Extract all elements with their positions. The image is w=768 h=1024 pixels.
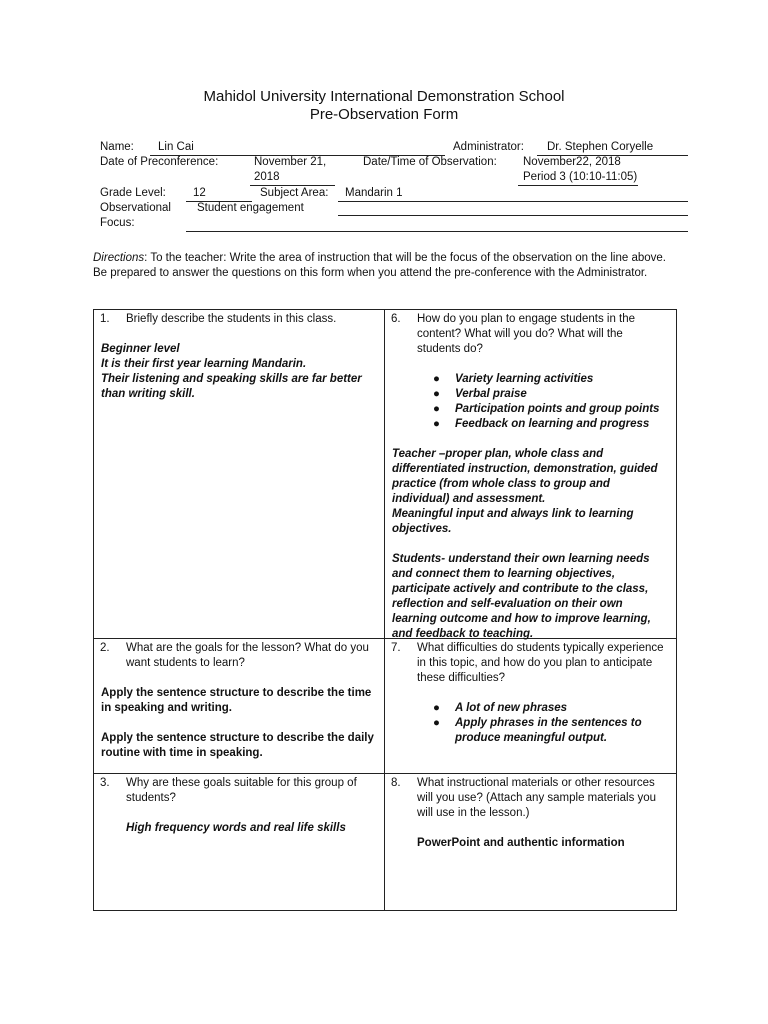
form-title: Pre-Observation Form [309,106,459,123]
directions-body: : To the teacher: Write the area of instruction that will be the focus of the observation on the line above. Be prepared to answer the questions on this form when you attend the pre-conference with the Administrator. [93,252,666,279]
administrator-label: Administrator: [453,141,524,153]
school-name: Mahidol University International Demonstration School [203,88,565,105]
column-divider [384,310,385,910]
subject-line [338,201,688,202]
directions-lead: Directions [93,252,145,264]
directions-text [93,251,683,281]
question-2-answer-1: Apply the sentence structure to describe the time in speaking and writing. [101,687,372,714]
question-3-answer: High frequency words and real life skills [126,822,346,834]
question-6-bullets [387,372,669,432]
list-item: ● Apply phrases in the sentences to produce meaningful output. [433,717,642,744]
grade-value: 12 [193,187,206,199]
question-6-number: 6. [391,313,401,325]
administrator-value: Dr. Stephen Coryelle [547,141,654,153]
row-divider-2 [94,773,676,774]
bullet-icon: ● [433,418,440,430]
observation-value-1: November22, 2018 [523,156,621,168]
question-2-text: What are the goals for the lesson? What do you want students to learn? [126,642,369,669]
question-1-answer-3: Their listening and speaking skills are far better than writing skill. [101,373,362,400]
focus-label-1: Observational [100,202,171,214]
question-3-text: Why are these goals suitable for this group of students? [126,777,357,804]
question-1-cell [96,312,378,402]
question-6-text: How do you plan to engage students in the content? What will you do? What will the students do? [417,313,636,355]
question-8-number: 8. [391,777,401,789]
bullet-icon: ● [433,717,440,729]
question-1-answer-2: It is their first year learning Mandarin. [101,358,307,370]
question-7-cell [387,641,669,746]
observation-line [518,185,638,186]
bullet-icon: ● [433,373,440,385]
question-7-number: 7. [391,642,401,654]
list-item: ● Variety learning activities [433,373,594,385]
question-2-answer-2: Apply the sentence structure to describe the daily routine with time in speaking. [101,732,374,759]
question-6-paragraph-2: Meaningful input and always link to learning objectives. [392,508,634,535]
question-8-cell [387,776,669,851]
question-1-text: Briefly describe the students in this class. [126,313,337,325]
name-value: Lin Cai [158,141,194,153]
question-6-paragraph-3: Students- understand their own learning needs and connect them to learning objectives, participate actively and contribute to the class, reflection and self-evaluation on their own learning outcome and how to improve learning, and feedback to teaching. [392,553,651,640]
question-6-cell [387,312,669,642]
list-item: ● A lot of new phrases [433,702,568,714]
name-label: Name: [100,141,134,153]
question-3-cell [96,776,378,836]
bullet-icon: ● [433,403,440,415]
questions-table [93,309,677,911]
question-2-number: 2. [100,642,110,654]
preconference-value-1: November 21, [254,156,327,168]
focus-label-2: Focus: [100,217,135,229]
list-item: ● Verbal praise [433,388,527,400]
bullet-icon: ● [433,702,440,714]
question-8-answer: PowerPoint and authentic information [417,837,625,849]
bullet-icon: ● [433,388,440,400]
question-1-answer-1: Beginner level [101,343,180,355]
question-6-paragraph-1: Teacher –proper plan, whole class and differentiated instruction, demonstration, guided practice (from whole class to group and individual) and assessment. [392,448,658,505]
subject-label: Subject Area: [260,187,329,199]
focus-line-2 [186,231,688,232]
question-2-cell [96,641,378,761]
list-item: ● Participation points and group points [433,403,660,415]
question-3-number: 3. [100,777,110,789]
preconference-line [250,185,335,186]
list-item: ● Feedback on learning and progress [433,418,650,430]
focus-line-1 [338,215,688,216]
preconference-value-2: 2018 [254,171,280,183]
observation-label: Date/Time of Observation: [363,156,497,168]
question-1-number: 1. [100,313,110,325]
grade-label: Grade Level: [100,187,166,199]
question-7-text: What difficulties do students typically experience in this topic, and how do you plan to anticipate these difficulties? [417,642,664,684]
observation-value-2: Period 3 (10:10-11:05) [523,171,638,183]
preconference-label: Date of Preconference: [100,156,219,168]
question-7-bullets [387,701,669,746]
focus-value: Student engagement [197,202,304,214]
subject-value: Mandarin 1 [345,187,403,199]
question-8-text: What instructional materials or other resources will you use? (Attach any sample materials you will use in the lesson.) [417,777,657,819]
